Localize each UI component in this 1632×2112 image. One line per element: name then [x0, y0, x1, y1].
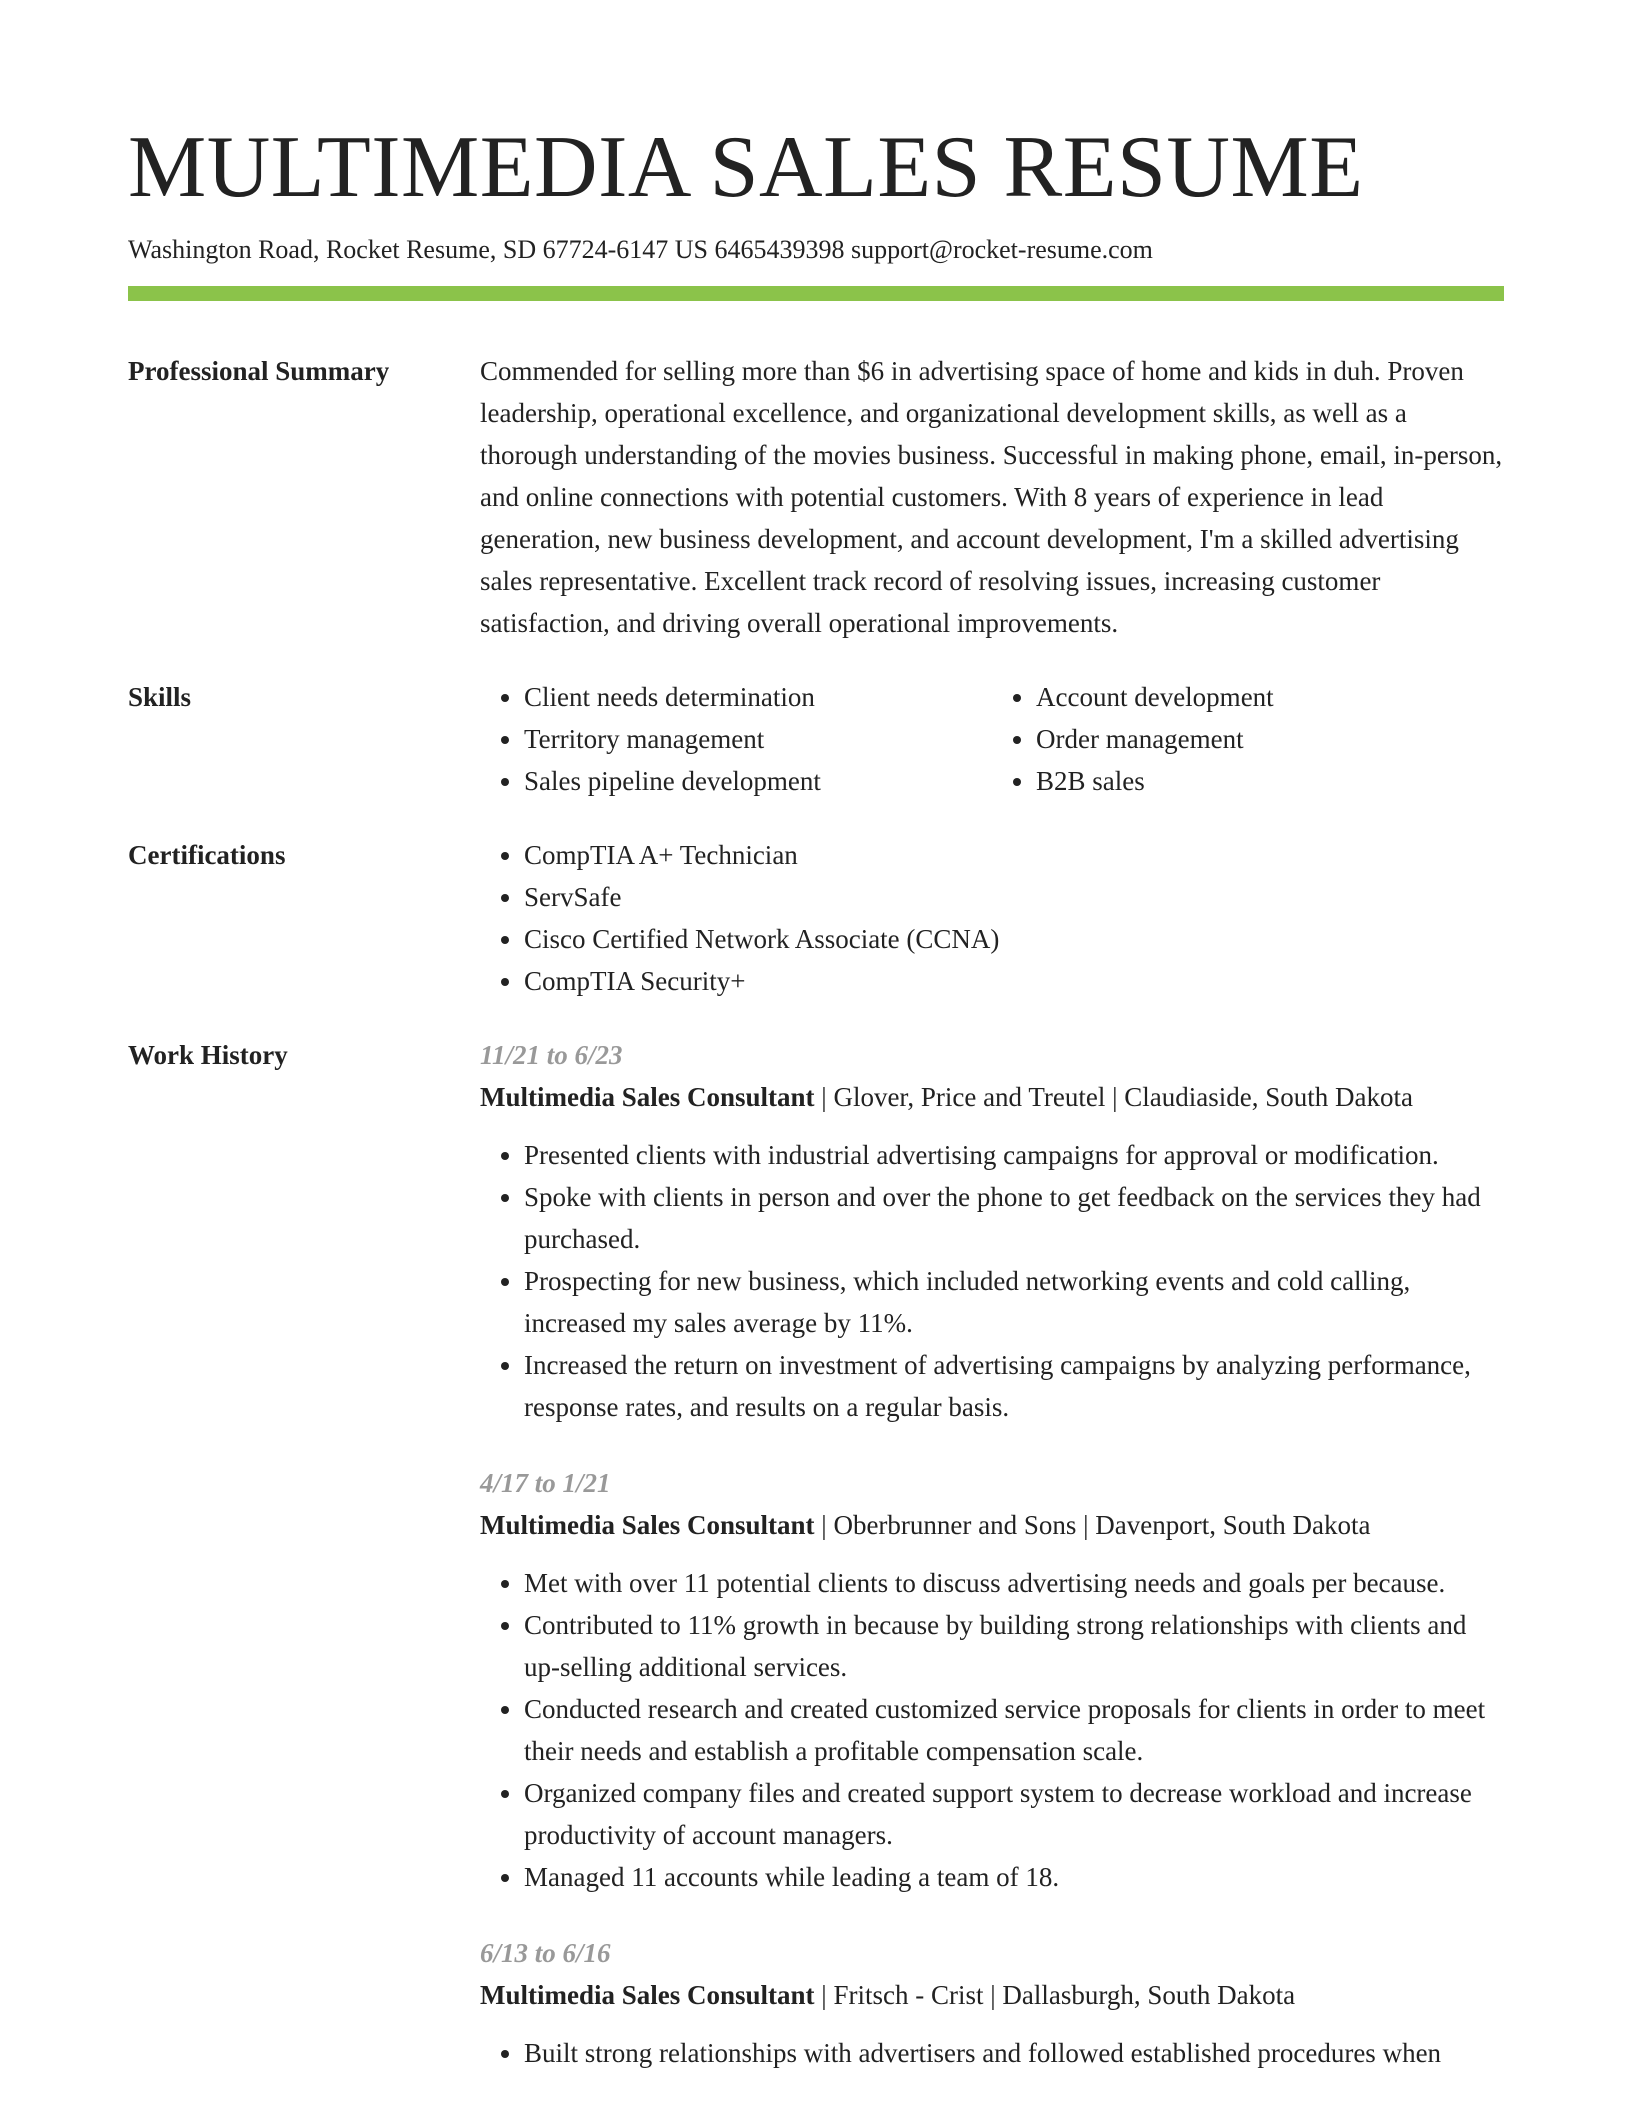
- certification-item: • Cisco Certified Network Associate (CCNA): [524, 918, 1504, 960]
- skill-item: • Order management: [1036, 718, 1504, 760]
- section-work-history: [128, 1034, 1504, 2108]
- job-dates: 11/21 to 6/23: [480, 1040, 623, 1070]
- job-bullet: • Organized company files and created support system to decrease workload and increase productivity of account managers.: [524, 1772, 1504, 1856]
- job-bullet: • Increased the return on investment of advertising campaigns by analyzing performance, response rates, and results on a regular basis.: [524, 1344, 1504, 1428]
- job-bullet: • Spoke with clients in person and over the phone to get feedback on the services they had purchased.: [524, 1176, 1504, 1260]
- section-certifications: [128, 834, 1504, 1002]
- job-bullets: [480, 2032, 1504, 2074]
- header-divider: [128, 286, 1504, 301]
- section-title-skills: Skills: [128, 682, 192, 712]
- skill-item: • Client needs determination: [524, 676, 992, 718]
- resume-body: [128, 350, 1504, 2108]
- job-dates: 4/17 to 1/21: [480, 1468, 611, 1498]
- job-dates: 6/13 to 6/16: [480, 1938, 611, 1968]
- job-title: Multimedia Sales Consultant: [480, 1082, 815, 1112]
- job-title: Multimedia Sales Consultant: [480, 1980, 815, 2010]
- job-details: | Oberbrunner and Sons | Davenport, South Dakota: [814, 1510, 1371, 1540]
- job-bullet: • Prospecting for new business, which included networking events and cold calling, increased my sales average by 11%.: [524, 1260, 1504, 1344]
- skill-item: • B2B sales: [1036, 760, 1504, 802]
- job-heading: [480, 1504, 1504, 1546]
- resume-header: [128, 118, 1504, 268]
- job-entry: [480, 1034, 1504, 1428]
- skills-list-right: [992, 676, 1504, 802]
- contact-phone: 6465439398: [714, 235, 845, 264]
- job-title: Multimedia Sales Consultant: [480, 1510, 815, 1540]
- skill-item: • Territory management: [524, 718, 992, 760]
- skill-item: • Sales pipeline development: [524, 760, 992, 802]
- section-skills: [128, 676, 1504, 802]
- job-bullets: [480, 1134, 1504, 1428]
- job-heading: [480, 1974, 1504, 2016]
- job-heading: [480, 1076, 1504, 1118]
- job-bullet: • Contributed to 11% growth in because by building strong relationships with clients and up-selling additional services.: [524, 1604, 1504, 1688]
- section-title-certifications: Certifications: [128, 840, 286, 870]
- contact-address: Washington Road, Rocket Resume, SD 67724-6147 US: [128, 235, 708, 264]
- resume-title: MULTIMEDIA SALES RESUME: [128, 119, 1364, 216]
- section-title-work-history: Work History: [128, 1040, 288, 1070]
- skill-item: • Account development: [1036, 676, 1504, 718]
- certification-item: • CompTIA Security+: [524, 960, 1504, 1002]
- certification-item: • CompTIA A+ Technician: [524, 834, 1504, 876]
- job-bullet: • Conducted research and created customized service proposals for clients in order to meet their needs and establish a profitable compensation scale.: [524, 1688, 1504, 1772]
- section-title-summary: Professional Summary: [128, 356, 390, 386]
- job-entry: [480, 1932, 1504, 2074]
- job-details: | Glover, Price and Treutel | Claudiaside, South Dakota: [814, 1082, 1413, 1112]
- job-bullets: [480, 1562, 1504, 1898]
- job-bullet: • Met with over 11 potential clients to discuss advertising needs and goals per because.: [524, 1562, 1504, 1604]
- contact-email[interactable]: support@rocket-resume.com: [851, 235, 1153, 264]
- job-entry: [480, 1462, 1504, 1898]
- job-bullet: • Managed 11 accounts while leading a team of 18.: [524, 1856, 1504, 1898]
- skills-list-left: [480, 676, 992, 802]
- job-bullet: • Presented clients with industrial advertising campaigns for approval or modification.: [524, 1134, 1504, 1176]
- certifications-list: [480, 834, 1504, 1002]
- section-professional-summary: [128, 350, 1504, 644]
- certification-item: • ServSafe: [524, 876, 1504, 918]
- job-bullet: • Built strong relationships with advertisers and followed established procedures when: [524, 2032, 1504, 2074]
- summary-text: Commended for selling more than $6 in advertising space of home and kids in duh. Proven leadership, operational excellence, and organizational development skills, as well as a thorough understanding of the movies business. Successful in making phone, email, in-person, and online connections with potential customers. With 8 years of experience in lead generation, new business development, and account development, I'm a skilled advertising sales representative. Excellent track record of resolving issues, increasing customer satisfaction, and driving overall operational improvements.: [480, 356, 1503, 638]
- job-details: | Fritsch - Crist | Dallasburgh, South Dakota: [814, 1980, 1296, 2010]
- contact-line: [128, 232, 1504, 268]
